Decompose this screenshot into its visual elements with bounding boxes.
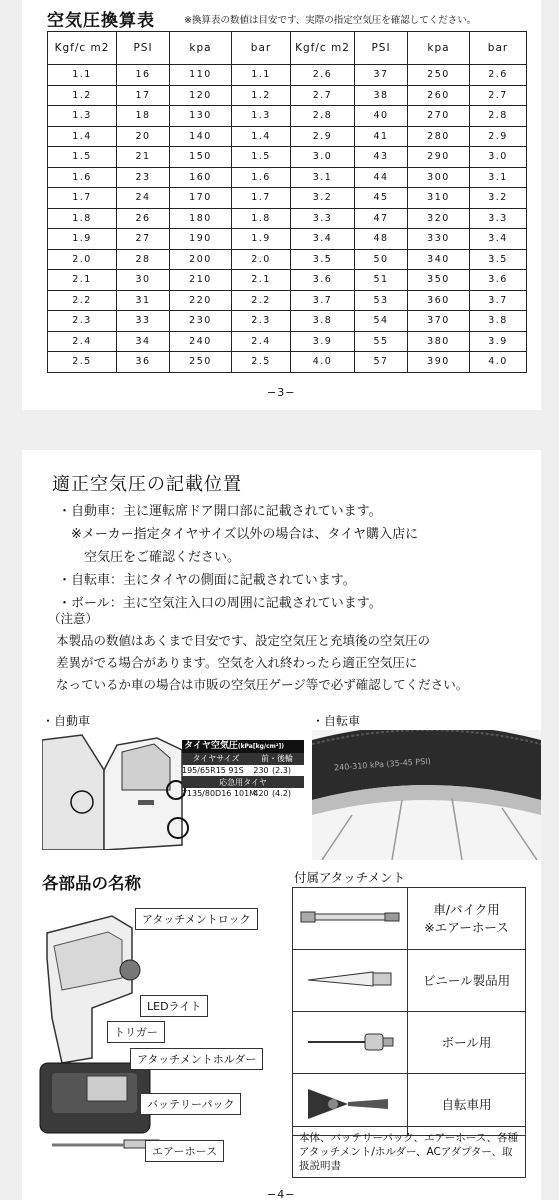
table-cell: 23 (117, 167, 170, 188)
table-cell: 260 (408, 85, 470, 106)
table-cell: 1.5 (232, 147, 291, 168)
attachment-bicycle: 自転車用 (408, 1074, 526, 1136)
table-cell: 20 (117, 126, 170, 147)
attachment-ball: ボール用 (408, 1012, 526, 1074)
table-cell: 47 (355, 208, 408, 229)
list-item: ・自転車：主にタイヤの側面に記載されています。 (58, 573, 356, 588)
table-row (48, 65, 527, 86)
table-cell: 36 (117, 352, 170, 373)
tire-label-spare-kpa: 420 (253, 789, 269, 798)
table-cell: 1.8 (48, 208, 117, 229)
pressure-conversion-table (47, 31, 527, 373)
bicycle-tire-photo (312, 730, 541, 860)
table-cell: 370 (408, 311, 470, 332)
table-cell: 1.6 (48, 167, 117, 188)
header-psi-1: PSI (117, 32, 170, 65)
header-kpa-1: kpa (170, 32, 232, 65)
table-cell: 38 (355, 85, 408, 106)
table-cell: 3.5 (470, 249, 527, 270)
table-cell: 250 (408, 65, 470, 86)
table-row (48, 208, 527, 229)
table-cell: 43 (355, 147, 408, 168)
table-cell: 4.0 (291, 352, 355, 373)
header-bar-1: bar (232, 32, 291, 65)
table-cell: 1.8 (232, 208, 291, 229)
table-cell: 2.5 (232, 352, 291, 373)
ball-needle-image (293, 1012, 408, 1074)
table-cell: 2.8 (291, 106, 355, 127)
part-label-led-light: LEDライト (140, 995, 208, 1017)
caution-line: 差異がでる場合があります。空気を入れ終わったら適正空気圧に (56, 655, 418, 670)
conversion-table-note: ※換算表の数値は目安です、実際の指定空気圧を確認してください。 (184, 15, 477, 26)
header-psi-2: PSI (355, 32, 408, 65)
caution-block (48, 608, 468, 696)
table-cell: 18 (117, 106, 170, 127)
table-cell: 2.1 (232, 270, 291, 291)
table-cell: 4.0 (470, 352, 527, 373)
table-row (48, 85, 527, 106)
table-cell: 190 (170, 229, 232, 250)
caution-line: なっているか車の場合は市販の空気圧ゲージ等で必ず確認してください。 (56, 677, 469, 692)
attachments-title: 付属アタッチメント (294, 870, 406, 885)
table-cell: 160 (170, 167, 232, 188)
location-list (58, 500, 418, 615)
table-cell: 45 (355, 188, 408, 209)
tire-label-unit: (kPa[kg/cm²]) (237, 743, 284, 750)
table-cell: 1.2 (48, 85, 117, 106)
table-cell: 3.6 (291, 270, 355, 291)
attachment-row (293, 950, 526, 1012)
table-cell: 3.7 (291, 290, 355, 311)
table-cell: 2.2 (48, 290, 117, 311)
table-cell: 2.8 (470, 106, 527, 127)
header-kpa-2: kpa (408, 32, 470, 65)
table-cell: 2.1 (48, 270, 117, 291)
attachment-row (293, 888, 526, 950)
table-cell: 3.7 (470, 290, 527, 311)
table-cell: 3.8 (470, 311, 527, 332)
table-row (48, 229, 527, 250)
table-cell: 21 (117, 147, 170, 168)
table-cell: 17 (117, 85, 170, 106)
table-cell: 44 (355, 167, 408, 188)
table-cell: 57 (355, 352, 408, 373)
tire-label-size: 195/65R15 91S (182, 766, 244, 775)
table-cell: 2.3 (232, 311, 291, 332)
attachment-car-bike-label: 車/バイク用 (433, 901, 500, 917)
table-row (48, 126, 527, 147)
table-cell: 41 (355, 126, 408, 147)
table-cell: 2.9 (291, 126, 355, 147)
table-cell: 30 (117, 270, 170, 291)
table-cell: 2.3 (48, 311, 117, 332)
table-cell: 3.9 (470, 331, 527, 352)
table-cell: 2.0 (48, 249, 117, 270)
table-cell: 3.9 (291, 331, 355, 352)
table-cell: 1.5 (48, 147, 117, 168)
table-row (48, 270, 527, 291)
table-cell: 3.0 (470, 147, 527, 168)
table-cell: 1.9 (232, 229, 291, 250)
table-cell: 50 (355, 249, 408, 270)
page-number: −3− (267, 386, 296, 399)
table-cell: 2.0 (232, 249, 291, 270)
part-label-attachment-lock: アタッチメントロック (135, 908, 258, 930)
manual-page-4 (22, 450, 541, 1200)
tire-sidewall-text: 240-310 kPa (35-45 PSI) (333, 756, 432, 773)
table-cell: 150 (170, 147, 232, 168)
table-cell: 240 (170, 331, 232, 352)
tire-label-spare-size: T135/80D16 101M (182, 789, 257, 798)
table-cell: 290 (408, 147, 470, 168)
table-cell: 3.3 (470, 208, 527, 229)
table-cell: 320 (408, 208, 470, 229)
table-cell: 1.3 (48, 106, 117, 127)
table-cell: 220 (170, 290, 232, 311)
table-row (48, 188, 527, 209)
table-cell: 3.4 (291, 229, 355, 250)
caution-line: 本製品の数値はあくまで目安です、設定空気圧と充填後の空気圧の (56, 633, 431, 648)
caution-heading: （注意） (48, 611, 99, 626)
tire-label-spare-kgf: (4.2) (272, 789, 291, 798)
table-cell: 2.4 (48, 331, 117, 352)
table-cell: 270 (408, 106, 470, 127)
table-cell: 3.2 (291, 188, 355, 209)
table-cell: 55 (355, 331, 408, 352)
table-row (48, 249, 527, 270)
table-row (48, 106, 527, 127)
table-cell: 34 (117, 331, 170, 352)
table-cell: 3.2 (470, 188, 527, 209)
table-cell: 230 (170, 311, 232, 332)
part-label-attachment-holder: アタッチメントホルダー (130, 1048, 263, 1070)
parts-title: 各部品の名称 (42, 874, 141, 893)
table-cell: 1.1 (232, 65, 291, 86)
table-cell: 300 (408, 167, 470, 188)
list-item: 空気圧をご確認ください。 (58, 550, 241, 565)
table-row (48, 290, 527, 311)
table-cell: 37 (355, 65, 408, 86)
table-cell: 2.9 (470, 126, 527, 147)
part-label-trigger: トリガー (107, 1021, 165, 1043)
table-cell: 1.4 (232, 126, 291, 147)
table-cell: 26 (117, 208, 170, 229)
conversion-table-title: 空気圧換算表 (47, 11, 155, 31)
list-item: ・ボール：主に空気注入口の周囲に記載されています。 (58, 596, 382, 611)
table-cell: 310 (408, 188, 470, 209)
table-cell: 24 (117, 188, 170, 209)
table-cell: 180 (170, 208, 232, 229)
header-kgf-1: Kgf/c m2 (48, 32, 117, 65)
tire-pressure-label (182, 740, 304, 799)
table-cell: 120 (170, 85, 232, 106)
table-cell: 280 (408, 126, 470, 147)
table-row (48, 311, 527, 332)
tire-label-size-header: タイヤサイズ (182, 753, 250, 764)
table-cell: 390 (408, 352, 470, 373)
table-cell: 140 (170, 126, 232, 147)
table-cell: 350 (408, 270, 470, 291)
vinyl-attachment-image (293, 950, 408, 1012)
table-cell: 3.3 (291, 208, 355, 229)
table-cell: 28 (117, 249, 170, 270)
table-cell: 1.7 (48, 188, 117, 209)
header-kgf-2: Kgf/c m2 (291, 32, 355, 65)
tire-label-kgf: (2.3) (272, 766, 291, 775)
table-header-row (48, 32, 527, 65)
table-cell: 40 (355, 106, 408, 127)
table-cell: 54 (355, 311, 408, 332)
table-row (48, 147, 527, 168)
page-number: −4− (267, 1188, 296, 1200)
table-cell: 1.3 (232, 106, 291, 127)
table-cell: 1.7 (232, 188, 291, 209)
table-cell: 2.4 (232, 331, 291, 352)
table-row (48, 331, 527, 352)
table-cell: 2.7 (291, 85, 355, 106)
list-item: ※メーカー指定タイヤサイズ以外の場合は、タイヤ購入店に (58, 527, 419, 542)
table-cell: 51 (355, 270, 408, 291)
tire-label-spare: 応急用タイヤ (182, 777, 304, 788)
table-cell: 130 (170, 106, 232, 127)
table-cell: 340 (408, 249, 470, 270)
table-cell: 1.9 (48, 229, 117, 250)
table-cell: 3.6 (470, 270, 527, 291)
table-cell: 1.2 (232, 85, 291, 106)
manual-page-3 (22, 0, 541, 410)
list-item: ・自動車：主に運転席ドア開口部に記載されています。 (58, 504, 382, 519)
tire-label-title: タイヤ空気圧 (184, 741, 238, 751)
table-cell: 330 (408, 229, 470, 250)
table-row (48, 167, 527, 188)
table-cell: 1.6 (232, 167, 291, 188)
table-cell: 3.8 (291, 311, 355, 332)
table-cell: 3.1 (291, 167, 355, 188)
table-cell: 2.2 (232, 290, 291, 311)
tire-label-wheel-header: 前・後輪 (250, 753, 304, 764)
header-bar-2: bar (470, 32, 527, 65)
table-cell: 3.0 (291, 147, 355, 168)
table-cell: 3.1 (470, 167, 527, 188)
part-label-air-hose: エアーホース (145, 1140, 224, 1162)
car-label: ・自動車 (42, 714, 91, 728)
table-cell: 3.4 (470, 229, 527, 250)
attachment-car-bike-note: ※エアーホース (424, 919, 509, 935)
attachment-vinyl: ビニール製品用 (408, 950, 526, 1012)
table-cell: 1.4 (48, 126, 117, 147)
table-cell: 170 (170, 188, 232, 209)
table-cell: 2.6 (470, 65, 527, 86)
table-cell: 53 (355, 290, 408, 311)
section-title: 適正空気圧の記載位置 (52, 474, 242, 495)
tire-label-kpa: 230 (253, 766, 269, 775)
table-cell: 380 (408, 331, 470, 352)
package-contents-note: 本体、バッテリーパック、エアーホース、各種アタッチメント/ホルダー、ACアダプター、取扱説明書 (292, 1126, 526, 1178)
table-cell: 2.5 (48, 352, 117, 373)
table-cell: 27 (117, 229, 170, 250)
table-cell: 200 (170, 249, 232, 270)
table-cell: 2.7 (470, 85, 527, 106)
attachment-row (293, 1012, 526, 1074)
bicycle-label: ・自転車 (312, 714, 361, 728)
table-cell: 3.5 (291, 249, 355, 270)
table-cell: 2.6 (291, 65, 355, 86)
table-cell: 1.1 (48, 65, 117, 86)
table-cell: 48 (355, 229, 408, 250)
table-cell: 210 (170, 270, 232, 291)
table-cell: 31 (117, 290, 170, 311)
table-cell: 16 (117, 65, 170, 86)
table-cell: 360 (408, 290, 470, 311)
table-cell: 110 (170, 65, 232, 86)
table-row (48, 352, 527, 373)
car-bike-attachment-image (293, 888, 408, 950)
attachments-table (292, 887, 526, 1136)
attachment-car-bike (408, 888, 526, 950)
part-label-battery-pack: バッテリーパック (140, 1093, 241, 1115)
table-cell: 250 (170, 352, 232, 373)
table-cell: 33 (117, 311, 170, 332)
